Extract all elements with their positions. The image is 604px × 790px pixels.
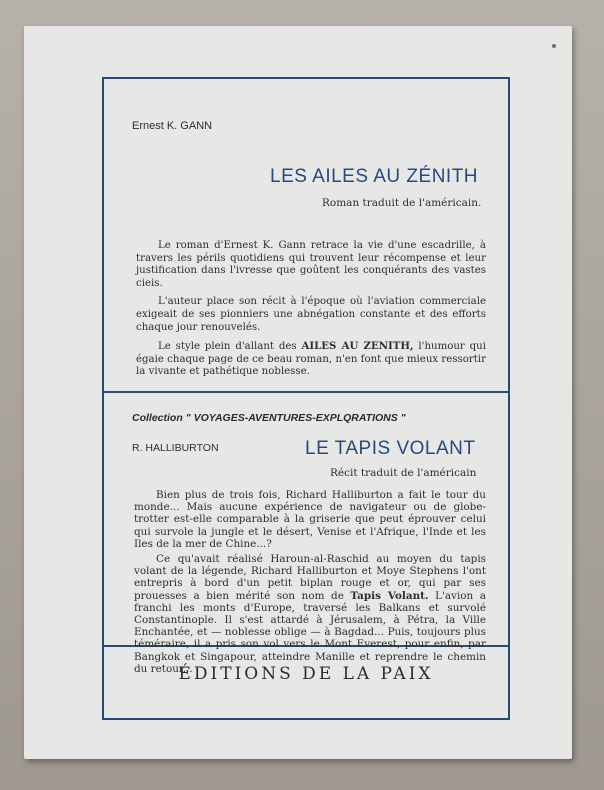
paragraph-1: Bien plus de trois fois, Richard Halliburton a fait le tour du monde... Mais aucune expérience de navigateur ou de globe-trotter est-elle comparable à la griserie que peut éprouver celui qui survole la jungle et le désert, Venise et l'Afrique, l'Inde et les Iles de la mer de Chine...? bbox=[134, 489, 486, 550]
section-divider-1 bbox=[104, 391, 508, 393]
author-gann: Ernest K. GANN bbox=[132, 120, 213, 132]
paragraph-3 bbox=[136, 340, 486, 379]
subtitle-roman-traduit: Roman traduit de l'américain. bbox=[322, 197, 482, 209]
paragraph-2: L'auteur place son récit à l'époque où l'aviation commerciale exigeait de ses pionniers une abnégation constante et des efforts chaque jour renouvelés. bbox=[136, 296, 486, 333]
paragraph-2 bbox=[134, 553, 486, 675]
paragraph-1: Le roman d'Ernest K. Gann retrace la vie d'une escadrille, à travers les périls quotidiens qui trouvent leur récompense et leur justification dans l'ivresse que goûtent les conquérants des vastes cieis. bbox=[136, 240, 486, 289]
cover-speck bbox=[552, 44, 556, 48]
publisher-name: ÉDITIONS DE LA PAIX bbox=[178, 664, 434, 684]
author-halliburton: R. HALLIBURTON bbox=[132, 442, 219, 454]
paragraph-3-start: Le style plein d'allant des bbox=[158, 341, 302, 353]
description-tapis-volant bbox=[134, 489, 486, 678]
collection-label: Collection " VOYAGES-AVENTURES-EXPLQRATIONS " bbox=[132, 412, 406, 424]
subtitle-recit-traduit: Récit traduit de l'américain bbox=[330, 467, 477, 479]
paragraph-2-bold-title: Tapis Volant. bbox=[350, 589, 429, 602]
paragraph-2-start: Ce qu'avait réalisé Haroun-al-Raschid au moyen du tapis volant de la légende, Richard Halliburton et Moye Stephens l'ont entrepris à bord d'un petit biplan rouge et or, qui par ses prouesses a bien mérité son nom de bbox=[134, 553, 486, 602]
description-ailes-au-zenith bbox=[136, 240, 486, 385]
paragraph-2-end: L'avion a franchi les monts d'Europe, traversé les Balkans et survolé Constantinople. Il s'est attardé à Jérusalem, à Pétra, la Ville Enchantée, et — noblesse oblige — à Bagdad... Puis, toujours plus téméraire, il a pris son vol vers le Mont Everest, pour enfin, par Bangkok et Singapour, atteindre Manille et reprendre le chemin du retour... bbox=[134, 589, 486, 675]
title-tapis-volant: LE TAPIS VOLANT bbox=[305, 438, 476, 459]
paragraph-3-bold-title: AILES AU ZENITH, bbox=[301, 340, 414, 353]
title-ailes-au-zenith: LES AILES AU ZÉNITH bbox=[270, 166, 479, 187]
paragraph-3-end: l'humour qui égaie chaque page de ce beau roman, n'en font que mieux ressortir la vivante et pathétique noblesse. bbox=[136, 341, 486, 378]
